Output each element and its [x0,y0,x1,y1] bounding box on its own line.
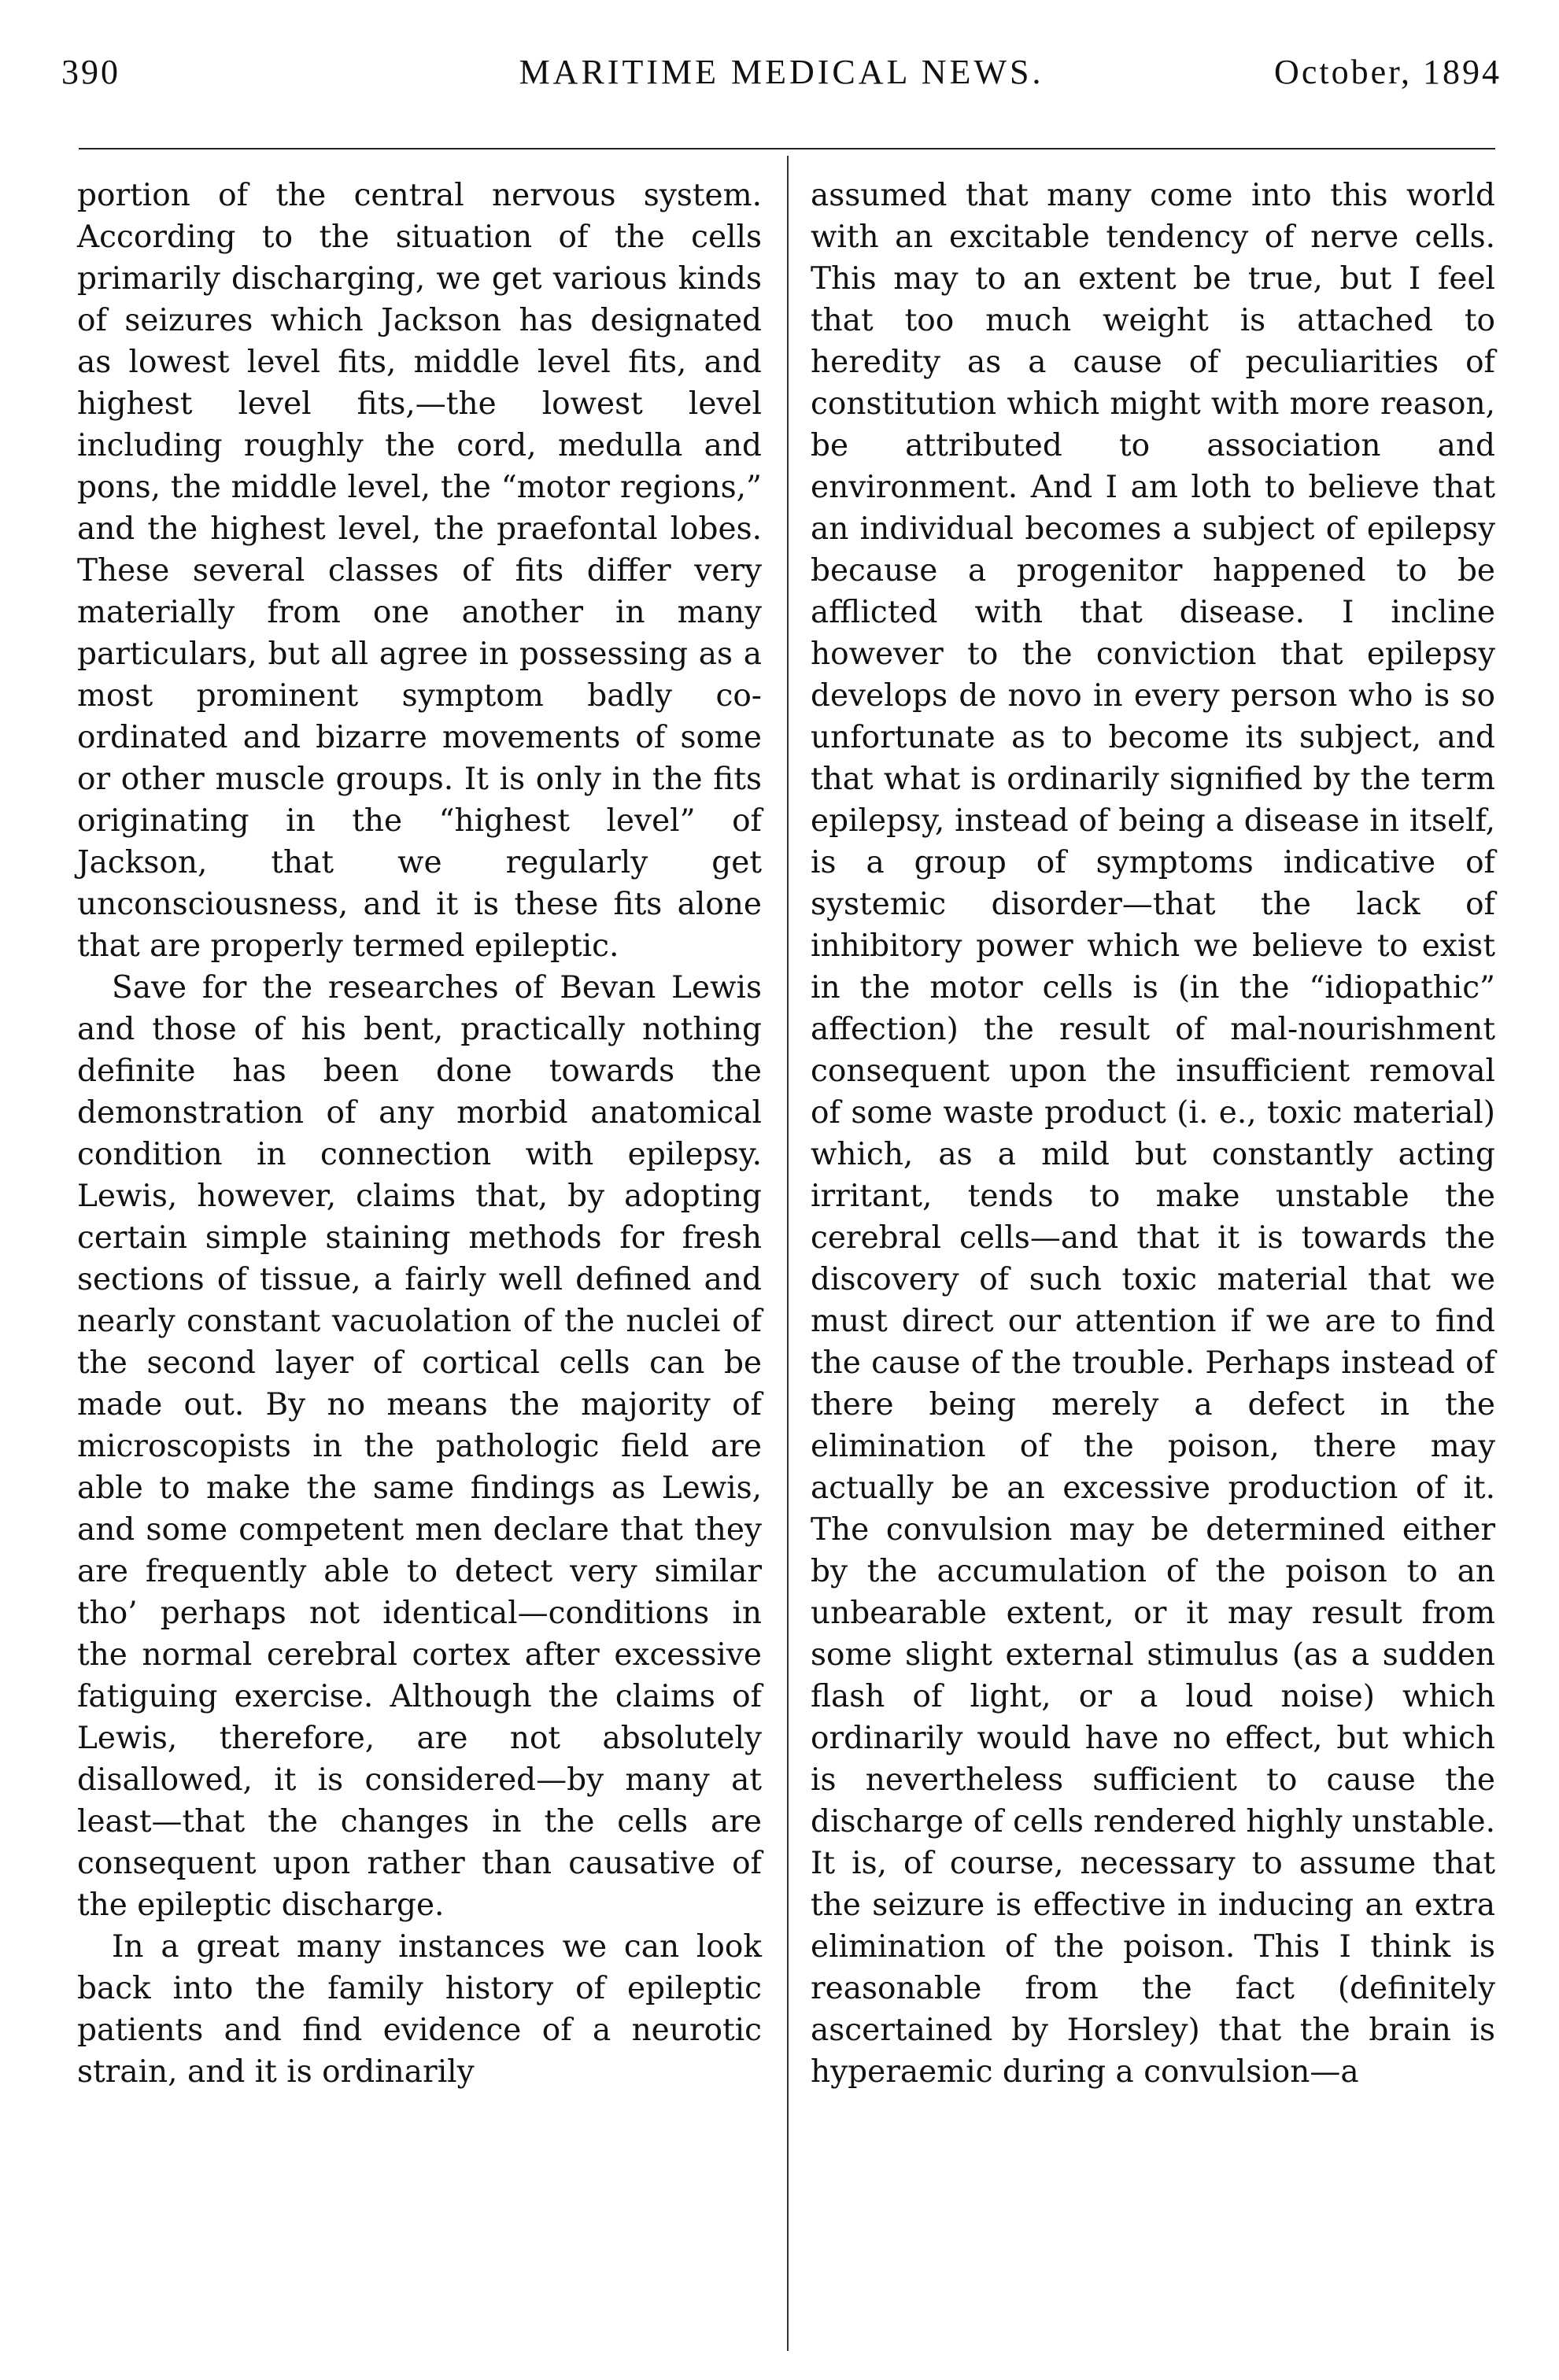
paragraph: In a great many instances we can look back into the family history of epileptic patients and find evidence of a neurotic strain, and it is ordinarily [77,1929,762,2090]
paragraph: portion of the central nervous system. According to the situation of the cells primarily discharging, we get various kinds of seizures which Jackson has designated as lowest level fits, middle level fits, and highest level fits,—the lowest level including roughly the cord, medulla and pons, the middle level, the “motor regions,” and the highest level, the praefontal lobes. These several classes of fits differ very materially from one another in many particulars, but all agree in possessing as a most prominent symptom badly co-ordinated and bizarre movements of some or other muscle groups. It is only in the fits originating in the “highest level” of Jackson, that we regularly get unconsciousness, and it is these fits alone that are properly termed epileptic. [77,178,762,964]
column-divider [787,156,789,2351]
journal-title: MARITIME MEDICAL NEWS. [519,53,1044,91]
header-rule [79,148,1495,149]
right-column [811,175,1495,2093]
issue-date: October, 1894 [1274,53,1502,91]
left-column [77,175,762,2093]
paragraph: assumed that many come into this world with an excitable tendency of nerve cells. This may to an extent be true, but I feel that too much weight is attached to heredity as a cause of peculiarities of constitution which might with more reason, be attributed to association and environment. And I am loth to believe that an individual becomes a subject of epilepsy because a progenitor happened to be afflicted with that disease. I incline however to the conviction that epilepsy develops de novo in every person who is so unfortunate as to become its subject, and that what is ordinarily signified by the term epilepsy, instead of being a disease in itself, is a group of symptoms indicative of systemic disorder—that the lack of inhibitory power which we believe to exist in the motor cells is (in the “idiopathic” affection) the result of mal-nourishment consequent upon the insufficient removal of some waste product (i. e., toxic material) which, as a mild but constantly acting irritant, tends to make unstable the cerebral cells—and that it is towards the discovery of such toxic material that we must direct our attention if we are to find the cause of the trouble. Perhaps instead of there being merely a defect in the elimination of the poison, there may actually be an excessive production of it. The convulsion may be determined either by the accumulation of the poison to an unbearable extent, or it may result from some slight external stimulus (as a sudden flash of light, or a loud noise) which ordinarily would have no effect, but which is nevertheless sufficient to cause the discharge of cells rendered highly unstable. It is, of course, necessary to assume that the seizure is effective in inducing an extra elimination of the poison. This I think is reasonable from the fact (definitely ascertained by Horsley) that the brain is hyperaemic during a convulsion—a [811,178,1495,2090]
page-header [61,52,1502,107]
paragraph: Save for the researches of Bevan Lewis and those of his bent, practically nothing definite has been done towards the demonstration of any morbid anatomical condition in connection with epilepsy. Lewis, however, claims that, by adopting certain simple staining methods for fresh sections of tissue, a fairly well defined and nearly constant vacuolation of the nuclei of the second layer of cortical cells can be made out. By no means the majority of microscopists in the pathologic field are able to make the same findings as Lewis, and some competent men declare that they are frequently able to detect very similar tho’ perhaps not identical—conditions in the normal cerebral cortex after excessive fatiguing exercise. Although the claims of Lewis, therefore, are not absolutely disallowed, it is considered—by many at least—that the changes in the cells are consequent upon rather than causative of the epileptic discharge. [77,970,762,1923]
page-number: 390 [61,53,120,91]
